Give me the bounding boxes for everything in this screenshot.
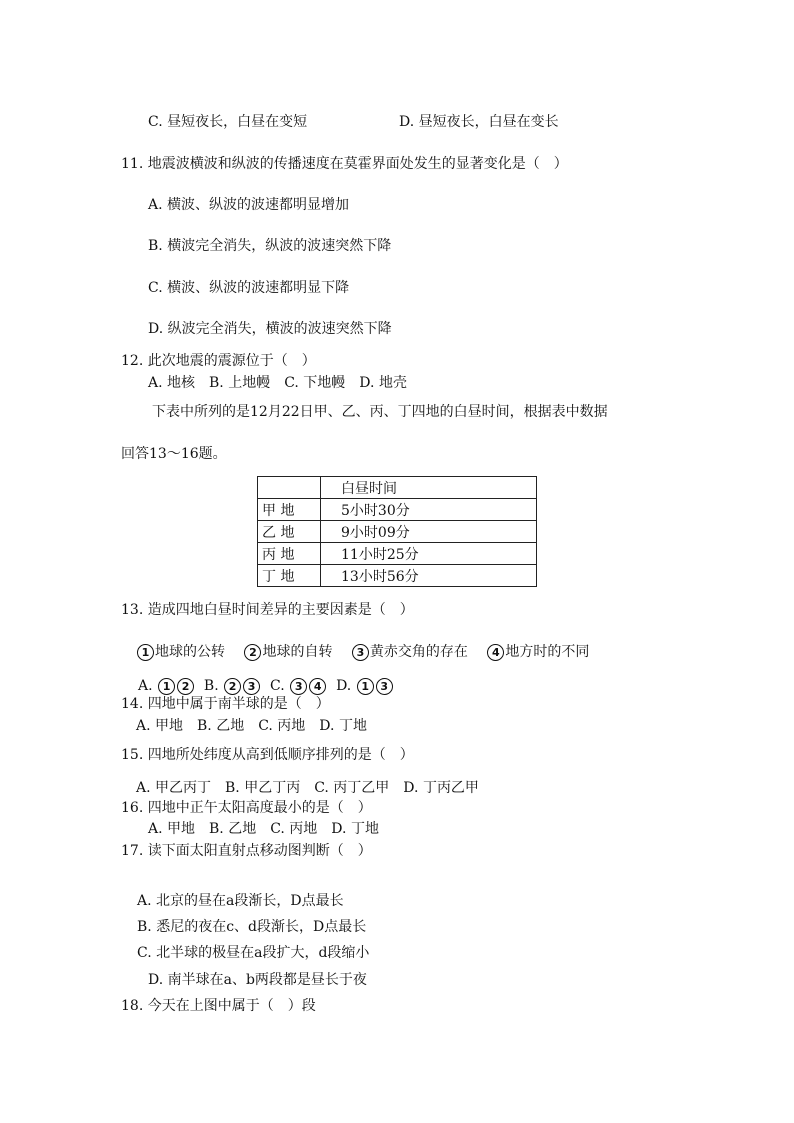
- table-cell-time: 9小时09分: [321, 521, 537, 543]
- question-12: 12. 此次地震的震源位于（ ）: [121, 353, 316, 369]
- q13-options: [138, 677, 394, 695]
- q17-option-d: D. 南半球在a、b两段都是昼长于夜: [148, 972, 367, 988]
- circled-number: 2: [177, 678, 194, 695]
- option-letter: D.: [336, 678, 352, 694]
- table-cell-place: 丙 地: [258, 543, 321, 565]
- factor-text: 地球的自转: [262, 644, 333, 660]
- table-row: [258, 499, 537, 521]
- factor-text: 地方时的不同: [505, 644, 590, 660]
- factor-text: 地球的公转: [155, 644, 225, 660]
- question-14: 14. 四地中属于南半球的是（ ）: [121, 696, 330, 712]
- table-cell-time: 5小时30分: [321, 499, 537, 521]
- circled-number: 2: [244, 644, 261, 661]
- q11-option-d: D. 纵波完全消失，横波的波速突然下降: [148, 321, 392, 337]
- circled-number: 1: [357, 678, 374, 695]
- q11-option-a: A. 横波、纵波的波速都明显增加: [148, 197, 350, 213]
- q15-options: A. 甲乙丙丁 B. 甲乙丁丙 C. 丙丁乙甲 D. 丁丙乙甲: [136, 780, 479, 796]
- q13-factor-list: [136, 643, 589, 661]
- q17-option-a: A. 北京的昼在a段渐长，D点最长: [137, 893, 344, 909]
- table-row: [258, 565, 537, 587]
- circled-number: 2: [224, 678, 241, 695]
- table-intro-line-1: 下表中所列的是12月22日甲、乙、丙、丁四地的白昼时间，根据表中数据: [152, 404, 608, 420]
- q10-option-c: C. 昼短夜长，白昼在变短: [148, 114, 308, 130]
- question-18: 18. 今天在上图中属于（ ）段: [121, 998, 316, 1014]
- q14-options: A. 甲地 B. 乙地 C. 丙地 D. 丁地: [136, 718, 367, 734]
- circled-number: 3: [243, 678, 260, 695]
- table-cell-place: 甲 地: [258, 499, 321, 521]
- circled-number: 4: [487, 644, 504, 661]
- option-letter: B.: [203, 678, 219, 694]
- question-17: 17. 读下面太阳直射点移动图判断（ ）: [121, 843, 372, 859]
- q10-option-d: D. 昼短夜长，白昼在变长: [399, 114, 559, 130]
- table-header-cell: [258, 477, 321, 499]
- q11-option-b: B. 横波完全消失，纵波的波速突然下降: [148, 238, 392, 254]
- q16-options: A. 甲地 B. 乙地 C. 丙地 D. 丁地: [148, 821, 379, 837]
- table-header-cell: 白昼时间: [321, 477, 537, 499]
- question-11: 11. 地震波横波和纵波的传播速度在莫霍界面处发生的显著变化是（ ）: [121, 156, 568, 172]
- question-13: 13. 造成四地白昼时间差异的主要因素是（ ）: [121, 602, 414, 618]
- option-letter: A.: [138, 678, 153, 694]
- daytime-table: [257, 476, 537, 587]
- q17-option-c: C. 北半球的极昼在a段扩大，d段缩小: [137, 945, 370, 961]
- circled-number: 3: [352, 644, 369, 661]
- table-header-row: [258, 477, 537, 499]
- question-15: 15. 四地所处纬度从高到低顺序排列的是（ ）: [121, 747, 414, 763]
- circled-number: 4: [309, 678, 326, 695]
- table-cell-time: 11小时25分: [321, 543, 537, 565]
- circled-number: 1: [158, 678, 175, 695]
- q17-option-b: B. 悉尼的夜在c、d段渐长，D点最长: [137, 919, 367, 935]
- circled-number: 3: [290, 678, 307, 695]
- q11-option-c: C. 横波、纵波的波速都明显下降: [148, 280, 350, 296]
- option-letter: C.: [270, 678, 285, 694]
- table-intro-line-2: 回答13～16题。: [121, 446, 227, 462]
- circled-number: 3: [376, 678, 393, 695]
- circled-number: 1: [137, 644, 154, 661]
- q12-options: A. 地核 B. 上地幔 C. 下地幔 D. 地壳: [148, 375, 407, 391]
- table-row: [258, 521, 537, 543]
- table-cell-time: 13小时56分: [321, 565, 537, 587]
- question-16: 16. 四地中正午太阳高度最小的是（ ）: [121, 800, 372, 816]
- table-cell-place: 丁 地: [258, 565, 321, 587]
- table-cell-place: 乙 地: [258, 521, 321, 543]
- table-row: [258, 543, 537, 565]
- factor-text: 黄赤交角的存在: [369, 644, 468, 660]
